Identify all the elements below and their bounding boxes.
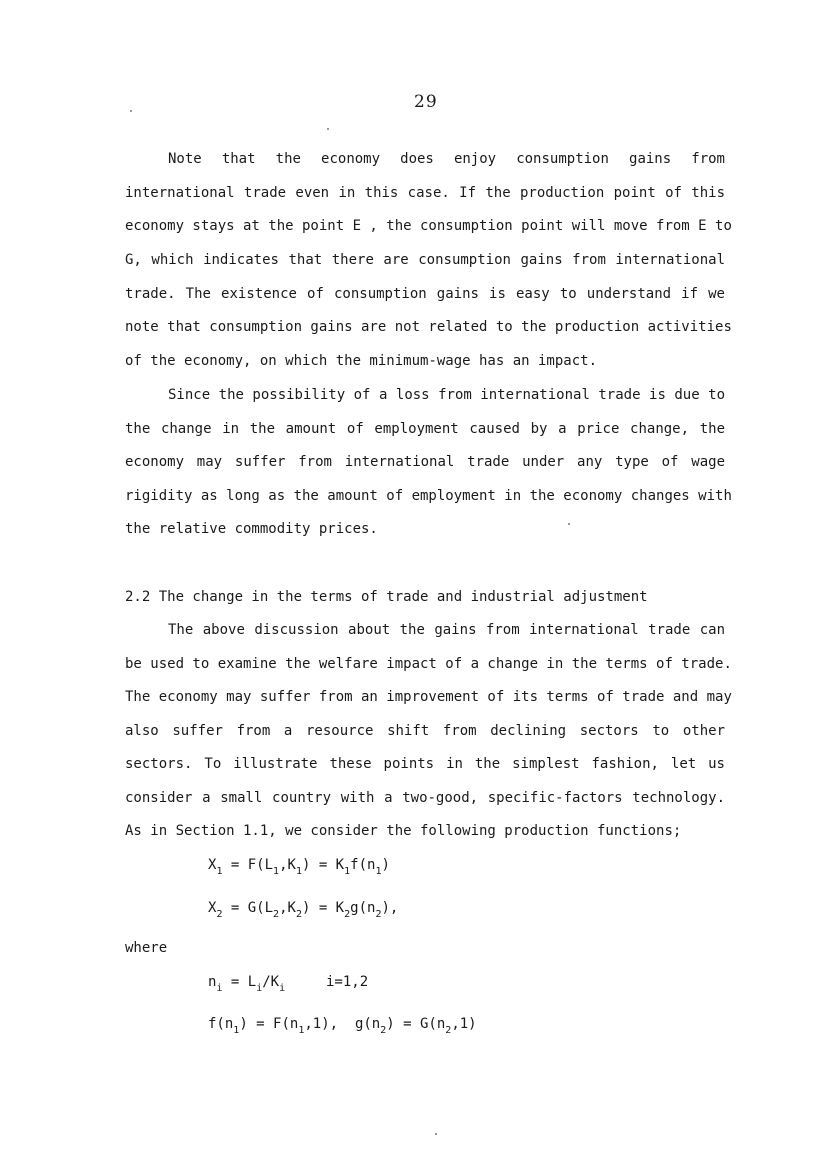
where-label: where [125, 940, 168, 956]
text-line: The above discussion about the gains from international trade can [168, 622, 725, 638]
text-line: the change in the amount of employment caused by a price change, the [125, 421, 725, 437]
equation-range: i=1,2 [326, 974, 369, 990]
scan-speck [568, 523, 570, 525]
text-line: rigidity as long as the amount of employment in the economy changes with [125, 488, 732, 504]
scan-speck [435, 1133, 437, 1135]
text-line: G, which indicates that there are consumption gains from international [125, 252, 725, 268]
text-line: The economy may suffer from an improvement of its terms of trade and may [125, 689, 732, 705]
text-line: trade. The existence of consumption gains is easy to understand if we [125, 286, 725, 302]
equation-x1: $X_1 = F(L_1,K_1) = K_1f(n_1)$ [208, 857, 390, 877]
text-line: Since the possibility of a loss from international trade is due to [168, 387, 725, 403]
section-heading: 2.2 The change in the terms of trade and industrial adjustment [125, 589, 648, 605]
text-line: of the economy, on which the minimum-wage has an impact. [125, 353, 598, 369]
text-line: economy stays at the point E , the consumption point will move from E to [125, 218, 732, 234]
text-line: be used to examine the welfare impact of a change in the terms of trade. [125, 656, 732, 672]
scan-speck [327, 128, 329, 130]
text-line: also suffer from a resource shift from declining sectors to other [125, 723, 725, 739]
equation-x2: $X_2 = G(L_2,K_2) = K_2g(n_2)$, [208, 900, 399, 920]
equation-ni: $n_i = L_i/K_i$ [208, 974, 286, 994]
text-line: As in Section 1.1, we consider the following production functions; [125, 823, 682, 839]
scan-speck [130, 110, 132, 112]
text-line: consider a small country with a two-good, specific-factors technology. [125, 790, 725, 806]
text-line: note that consumption gains are not related to the production activities [125, 319, 732, 335]
text-line: Note that the economy does enjoy consumption gains from [168, 151, 725, 167]
text-line: sectors. To illustrate these points in the simplest fashion, let us [125, 756, 725, 772]
page-number: 29 [414, 92, 438, 112]
text-line: international trade even in this case. If the production point of this [125, 185, 725, 201]
equation-fg: $f(n_1) = F(n_1,1)$, $g(n_2) = G(n_2,1)$ [208, 1016, 477, 1036]
text-line: economy may suffer from international trade under any type of wage [125, 454, 725, 470]
text-line: the relative commodity prices. [125, 521, 378, 537]
